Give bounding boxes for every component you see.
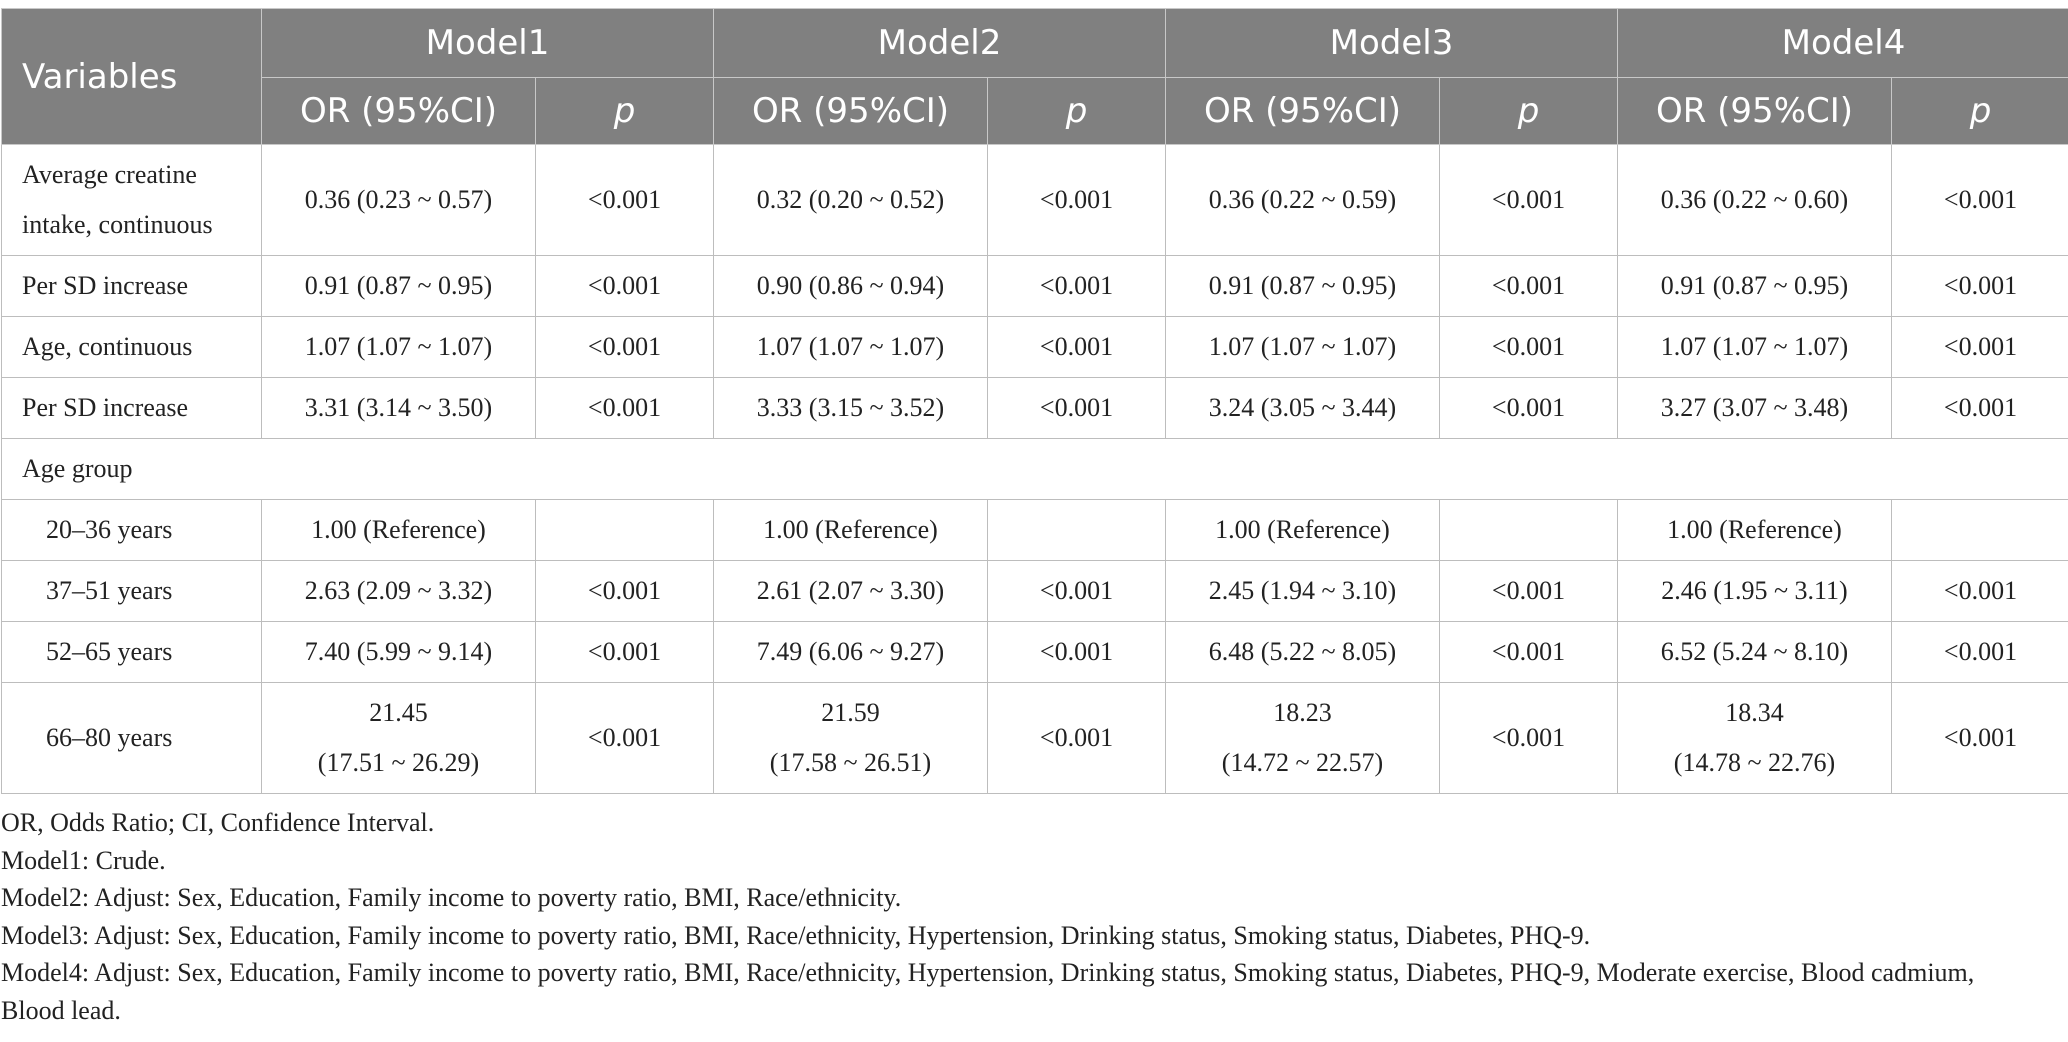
p-value-cell: <0.001 xyxy=(1892,378,2068,439)
variable-cell xyxy=(2,378,262,439)
or-ci-cell xyxy=(1166,683,1440,794)
variable-cell xyxy=(2,500,262,561)
or-ci-cell: 0.32 (0.20 ~ 0.52) xyxy=(714,145,988,256)
or-ci-cell xyxy=(714,683,988,794)
or-ci-cell: 1.07 (1.07 ~ 1.07) xyxy=(714,317,988,378)
p-value-cell: <0.001 xyxy=(536,256,714,317)
table-body xyxy=(2,145,2068,794)
or-ci-header: OR (95%CI) xyxy=(714,78,988,145)
or-ci-cell: 0.90 (0.86 ~ 0.94) xyxy=(714,256,988,317)
table-row xyxy=(2,683,2068,794)
or-ci-cell: 1.00 (Reference) xyxy=(714,500,988,561)
p-value-cell: <0.001 xyxy=(536,378,714,439)
or-ci-cell: 0.36 (0.22 ~ 0.60) xyxy=(1618,145,1892,256)
p-header xyxy=(1440,78,1618,145)
or-ci-cell: 6.48 (5.22 ~ 8.05) xyxy=(1166,622,1440,683)
variable-cell xyxy=(2,683,262,794)
p-value-cell: <0.001 xyxy=(1892,622,2068,683)
p-value-cell: <0.001 xyxy=(536,145,714,256)
or-ci-cell: 1.00 (Reference) xyxy=(1166,500,1440,561)
table-footnotes xyxy=(0,804,2068,1029)
or-ci-value: (17.51 ~ 26.29) xyxy=(317,748,480,777)
p-value-cell: <0.001 xyxy=(536,683,714,794)
variable-label: 20–36 years xyxy=(46,515,173,544)
or-ci-header: OR (95%CI) xyxy=(1618,78,1892,145)
p-header xyxy=(1892,78,2068,145)
variable-cell xyxy=(2,317,262,378)
p-value-cell: <0.001 xyxy=(988,683,1166,794)
p-value-cell: <0.001 xyxy=(536,561,714,622)
group-row xyxy=(2,439,2068,500)
p-value-cell: <0.001 xyxy=(988,145,1166,256)
p-value-cell: <0.001 xyxy=(988,561,1166,622)
or-ci-cell: 0.91 (0.87 ~ 0.95) xyxy=(1618,256,1892,317)
or-ci-value: 18.34 xyxy=(1725,698,1784,727)
p-value-cell: <0.001 xyxy=(988,256,1166,317)
variable-cell xyxy=(2,622,262,683)
model4-header: Model4 xyxy=(1618,9,2068,78)
variable-label: 52–65 years xyxy=(46,637,173,666)
variable-label: Per SD increase xyxy=(22,271,189,300)
p-value-cell: <0.001 xyxy=(1892,317,2068,378)
or-ci-cell: 0.91 (0.87 ~ 0.95) xyxy=(262,256,536,317)
or-ci-value: (14.72 ~ 22.57) xyxy=(1221,748,1384,777)
variable-cell xyxy=(2,561,262,622)
or-ci-cell: 2.61 (2.07 ~ 3.30) xyxy=(714,561,988,622)
p-value-cell: <0.001 xyxy=(1440,683,1618,794)
p-value-cell: <0.001 xyxy=(988,622,1166,683)
or-ci-cell xyxy=(262,683,536,794)
or-ci-cell: 3.33 (3.15 ~ 3.52) xyxy=(714,378,988,439)
or-ci-cell: 3.31 (3.14 ~ 3.50) xyxy=(262,378,536,439)
or-ci-cell: 7.40 (5.99 ~ 9.14) xyxy=(262,622,536,683)
p-value-cell: <0.001 xyxy=(1440,145,1618,256)
or-ci-header: OR (95%CI) xyxy=(1166,78,1440,145)
or-ci-cell: 2.63 (2.09 ~ 3.32) xyxy=(262,561,536,622)
or-ci-cell: 0.36 (0.23 ~ 0.57) xyxy=(262,145,536,256)
table-row xyxy=(2,256,2068,317)
p-value-cell: <0.001 xyxy=(1892,683,2068,794)
p-value-cell: <0.001 xyxy=(536,622,714,683)
p-value-cell: <0.001 xyxy=(1892,561,2068,622)
or-ci-value: (14.78 ~ 22.76) xyxy=(1673,748,1836,777)
p-value-cell: <0.001 xyxy=(1440,378,1618,439)
or-ci-cell: 1.07 (1.07 ~ 1.07) xyxy=(1618,317,1892,378)
p-value-cell: <0.001 xyxy=(1440,622,1618,683)
p-value-cell xyxy=(536,500,714,561)
or-ci-cell: 1.07 (1.07 ~ 1.07) xyxy=(262,317,536,378)
variable-label: intake, continuous xyxy=(22,210,213,239)
footnote-line: Model4: Adjust: Sex, Education, Family income to poverty ratio, BMI, Race/ethnicity, Hypertension, Drinking status, Smoking status, Diabetes, PHQ-9, Moderate exercise, Blood cadmium, xyxy=(1,958,1975,987)
p-header xyxy=(536,78,714,145)
footnote-line: Model1: Crude. xyxy=(1,845,166,875)
footnote-line: OR, Odds Ratio; CI, Confidence Interval. xyxy=(1,808,435,837)
table-row xyxy=(2,378,2068,439)
model1-header: Model1 xyxy=(262,9,714,78)
or-ci-header: OR (95%CI) xyxy=(262,78,536,145)
p-value-cell: <0.001 xyxy=(1440,561,1618,622)
footnote-line: Blood lead. xyxy=(1,995,121,1025)
footnote-line: Model2: Adjust: Sex, Education, Family income to poverty ratio, BMI, Race/ethnicity. xyxy=(1,883,902,912)
variable-label: 66–80 years xyxy=(46,723,173,752)
table-row xyxy=(2,561,2068,622)
or-ci-cell: 0.36 (0.22 ~ 0.59) xyxy=(1166,145,1440,256)
table-header xyxy=(2,9,2068,145)
p-value-cell xyxy=(988,500,1166,561)
p-value-cell xyxy=(1440,500,1618,561)
or-ci-value: (17.58 ~ 26.51) xyxy=(769,748,932,777)
p-value-cell xyxy=(1892,500,2068,561)
variables-header: Variables xyxy=(2,9,262,145)
table-row xyxy=(2,500,2068,561)
or-ci-value: 21.59 xyxy=(821,698,880,727)
variable-label: 37–51 years xyxy=(46,576,173,605)
odds-ratio-table xyxy=(1,8,2068,794)
table-row xyxy=(2,622,2068,683)
or-ci-cell: 1.00 (Reference) xyxy=(1618,500,1892,561)
p-value-cell: <0.001 xyxy=(1892,256,2068,317)
or-ci-cell xyxy=(1618,683,1892,794)
p-value-cell: <0.001 xyxy=(1440,256,1618,317)
p-value-cell: <0.001 xyxy=(1892,145,2068,256)
variable-label: Average creatine xyxy=(22,160,197,189)
or-ci-cell: 0.91 (0.87 ~ 0.95) xyxy=(1166,256,1440,317)
p-value-cell: <0.001 xyxy=(536,317,714,378)
footnote-line: Model3: Adjust: Sex, Education, Family income to poverty ratio, BMI, Race/ethnicity, Hypertension, Drinking status, Smoking status, Diabetes, PHQ-9. xyxy=(1,920,1591,950)
or-ci-cell: 6.52 (5.24 ~ 8.10) xyxy=(1618,622,1892,683)
variable-cell xyxy=(2,256,262,317)
or-ci-cell: 1.07 (1.07 ~ 1.07) xyxy=(1166,317,1440,378)
p-header xyxy=(988,78,1166,145)
or-ci-cell: 2.45 (1.94 ~ 3.10) xyxy=(1166,561,1440,622)
or-ci-cell: 1.00 (Reference) xyxy=(262,500,536,561)
p-value-cell: <0.001 xyxy=(988,317,1166,378)
p-header-label: p xyxy=(613,91,636,131)
variable-label: Per SD increase xyxy=(22,393,189,422)
p-header-label: p xyxy=(1517,91,1540,131)
model3-header: Model3 xyxy=(1166,9,1618,78)
or-ci-cell: 3.24 (3.05 ~ 3.44) xyxy=(1166,378,1440,439)
or-ci-cell: 2.46 (1.95 ~ 3.11) xyxy=(1618,561,1892,622)
p-value-cell: <0.001 xyxy=(988,378,1166,439)
group-label: Age group xyxy=(2,439,2068,500)
table-row xyxy=(2,317,2068,378)
model2-header: Model2 xyxy=(714,9,1166,78)
p-value-cell: <0.001 xyxy=(1440,317,1618,378)
p-header-label: p xyxy=(1969,91,1992,131)
variable-cell xyxy=(2,145,262,256)
p-header-label: p xyxy=(1065,91,1088,131)
or-ci-cell: 7.49 (6.06 ~ 9.27) xyxy=(714,622,988,683)
or-ci-value: 21.45 xyxy=(369,698,428,727)
or-ci-value: 18.23 xyxy=(1273,698,1332,727)
table-row xyxy=(2,145,2068,256)
variable-label: Age, continuous xyxy=(22,332,193,361)
results-table-container xyxy=(0,8,2068,1029)
or-ci-cell: 3.27 (3.07 ~ 3.48) xyxy=(1618,378,1892,439)
